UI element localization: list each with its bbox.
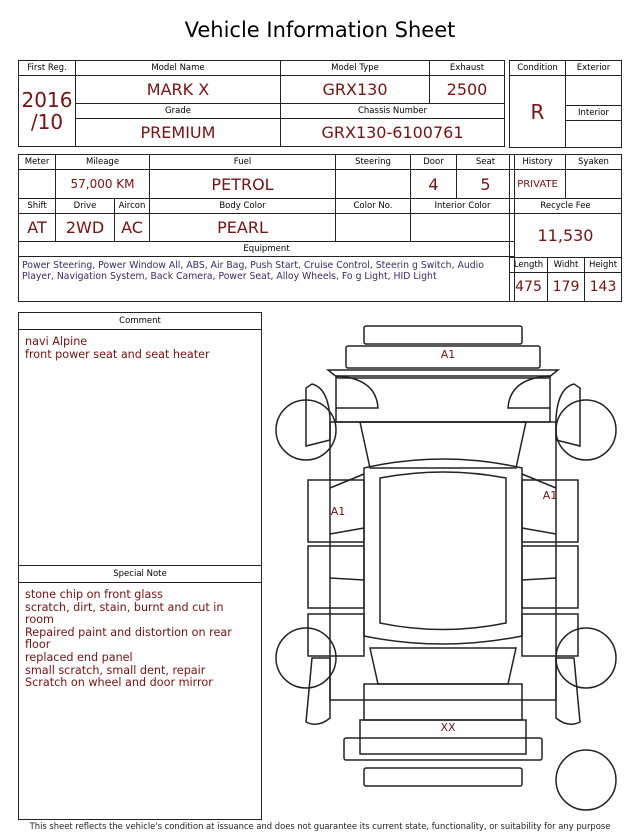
color-no-value [336, 214, 411, 242]
grade-value: PREMIUM [76, 119, 281, 147]
model-name-value: MARK X [76, 76, 281, 104]
vehicle-info-table [18, 60, 505, 147]
meter-label: Meter [19, 155, 56, 170]
condition-label: Condition [510, 61, 566, 76]
page-title: Vehicle Information Sheet [184, 18, 456, 42]
steering-label: Steering [336, 155, 411, 170]
model-type-label: Model Type [281, 61, 430, 76]
equipment-label: Equipment [19, 242, 515, 257]
condition-value: R [510, 76, 566, 148]
first-reg-year: 2016 [21, 88, 73, 112]
height-value: 143 [585, 273, 622, 302]
specs-table [18, 154, 515, 302]
car-damage-diagram [268, 318, 640, 818]
grade-label: Grade [76, 104, 281, 119]
seat-label: Seat [457, 155, 515, 170]
color-no-label: Color No. [336, 199, 411, 214]
door-value: 4 [411, 170, 457, 199]
model-name-label: Model Name [76, 61, 281, 76]
drive-label: Drive [56, 199, 115, 214]
syaken-value [566, 170, 622, 199]
first-reg-month: /10 [30, 110, 64, 134]
body-color-value: PEARL [150, 214, 336, 242]
condition-table [509, 60, 622, 148]
special-note-text: stone chip on front glass scratch, dirt, stain, burnt and cut in room Repaired paint and distortion on rear floor replaced end panel small scratch, small dent, repair Scratch on wheel and door mirror [25, 588, 232, 690]
body-color-label: Body Color [150, 199, 336, 214]
comment-label: Comment [19, 313, 261, 330]
fuel-label: Fuel [150, 155, 336, 170]
steering-value [336, 170, 411, 199]
first-reg-label: First Reg. [19, 61, 76, 76]
width-value: 179 [548, 273, 585, 302]
interior-color-value [411, 214, 515, 242]
recycle-fee-label: Recycle Fee [510, 199, 622, 214]
comment-text: navi Alpine front power seat and seat heater [25, 335, 210, 361]
equipment-value: Power Steering, Power Window All, ABS, Air Bag, Push Start, Cruise Control, Steerin g Switch, Audio Player, Navigation System, Back Camera, Power Seat, Alloy Wheels, Fo g Light, HID Light [19, 257, 515, 302]
door-label: Door [411, 155, 457, 170]
history-table [509, 154, 622, 302]
exhaust-value: 2500 [430, 76, 505, 104]
mileage-label: Mileage [56, 155, 150, 170]
model-type-value: GRX130 [281, 76, 430, 104]
shift-value: AT [19, 214, 56, 242]
aircon-label: Aircon [115, 199, 150, 214]
first-reg-value [19, 76, 76, 147]
interior-color-label: Interior Color [411, 199, 515, 214]
length-label: Length [510, 258, 548, 273]
special-note-box [18, 565, 262, 820]
length-value: 475 [510, 273, 548, 302]
height-label: Height [585, 258, 622, 273]
history-label: History [510, 155, 566, 170]
shift-label: Shift [19, 199, 56, 214]
width-label: Widht [548, 258, 585, 273]
mileage-value: 57,000 KM [56, 170, 150, 199]
interior-value [566, 121, 622, 148]
exhaust-label: Exhaust [430, 61, 505, 76]
history-value: PRIVATE [510, 170, 566, 199]
fuel-value: PETROL [150, 170, 336, 199]
meter-value [19, 170, 56, 199]
recycle-fee-value: 11,530 [510, 214, 622, 258]
exterior-label: Exterior [566, 61, 622, 76]
exterior-value [566, 76, 622, 106]
disclaimer-footer: This sheet reflects the vehicle's condition at issuance and does not guarantee its current state, functionality, or suitability for any purpose [29, 821, 611, 831]
left-door-mark: A1 [330, 505, 346, 518]
right-door-mark: A1 [542, 489, 558, 502]
comment-box [18, 312, 262, 566]
trunk-mark: XX [440, 721, 456, 734]
drive-value: 2WD [56, 214, 115, 242]
hood-mark: A1 [440, 348, 456, 361]
interior-label: Interior [566, 106, 622, 121]
chassis-number-label: Chassis Number [281, 104, 505, 119]
syaken-label: Syaken [566, 155, 622, 170]
chassis-number-value: GRX130-6100761 [281, 119, 505, 147]
special-note-label: Special Note [19, 566, 261, 583]
aircon-value: AC [115, 214, 150, 242]
seat-value: 5 [457, 170, 515, 199]
